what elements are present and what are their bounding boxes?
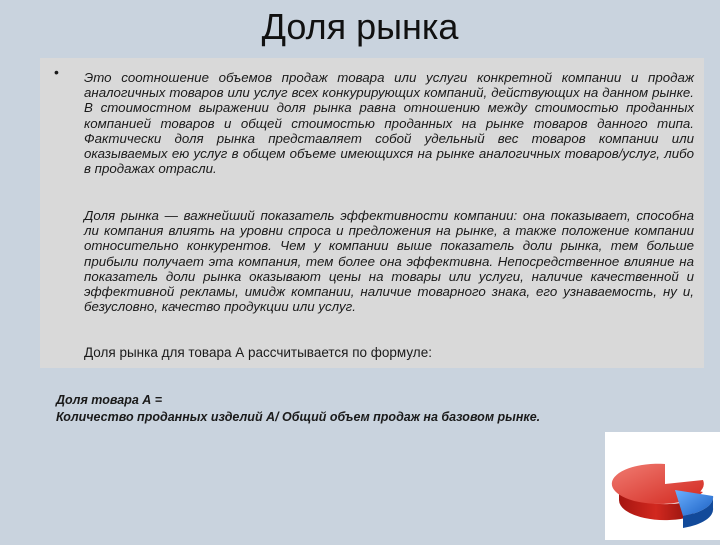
bullet-marker: •	[54, 64, 59, 80]
formula-line-2: Количество проданных изделий А/ Общий объем продаж на базовом рынке.	[56, 410, 541, 424]
paragraph-definition: Это соотношение объемов продаж товара или услуги конкретной компании и продаж аналогичных товаров или услуг всех конкурирующих компаний, действующих на данном рынке. В стоимостном выражении доля рынка равна отношению между стоимостью проданных компанией товаров и общей стоимостью проданных на рынке товаров данного типа. Фактически доля рынка представляет собой удельный вес товаров компании или оказываемых ею услуг в общем объеме имеющихся на рынке аналогичных товаров/услуг, либо в продажах отрасли.	[84, 70, 694, 177]
paragraph-formula-intro: Доля рынка для товара А рассчитывается по формуле:	[84, 345, 432, 360]
pie-chart-3d-icon	[605, 432, 720, 540]
formula-line-1: Доля товара А =	[56, 393, 163, 407]
paragraph-importance: Доля рынка — важнейший показатель эффективности компании: она показывает, способна ли компания влиять на уровни спроса и предложения на рынке, а также положение компании относительно конкурентов. Чем у компании выше показатель доли рынка, тем больше прибыли получает эта компания, тем более она эффективна. Непосредственное влияние на показатель доли рынка оказывают цены на товары или услуги, наличие качественной и эффективной рекламы, имидж компании, наличие товарного знака, его узнаваемость, ну и, безусловно, качество продукции или услуг.	[84, 208, 694, 315]
slide-title: Доля рынка	[261, 6, 459, 47]
pie-chart-card	[605, 432, 720, 540]
formula	[56, 392, 656, 426]
